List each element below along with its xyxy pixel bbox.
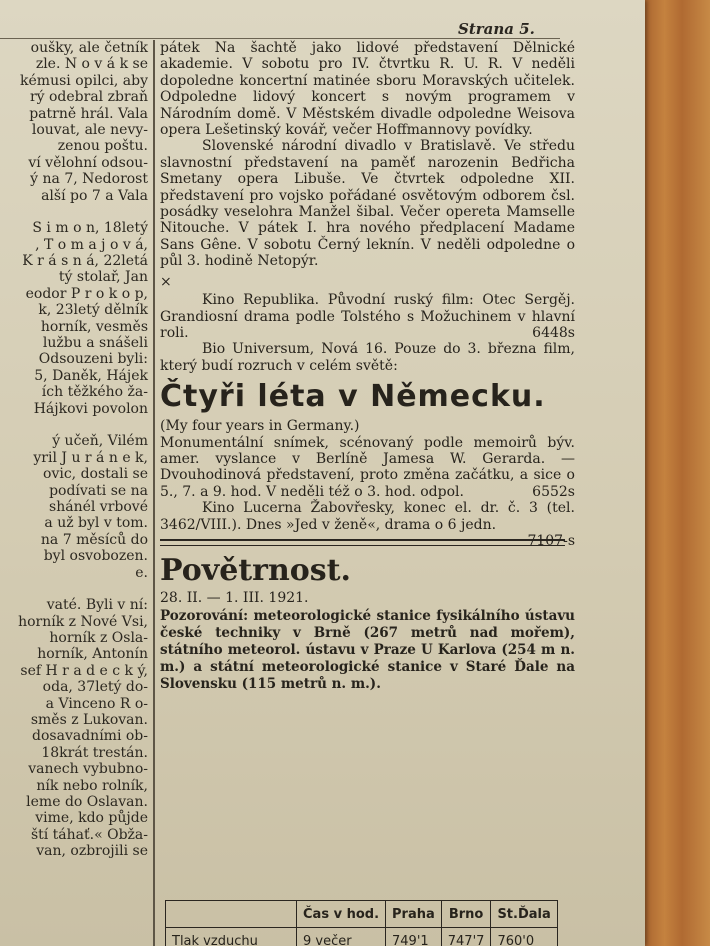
left-column-line: shánél vrbové <box>49 498 148 515</box>
table-header-cell: St.Ďala <box>491 901 557 928</box>
left-column-line: na 7 měsíců do <box>40 531 148 548</box>
weather-title: Povětrnost. <box>160 552 351 588</box>
weather-table-header <box>166 901 558 928</box>
theatre-intro: pátek Na šachtě jako lidové představení Dělnické akademie. V sobotu pro IV. čtvrtku R. U. R. V neděli dopoledne koncertní matinée sboru Moravských učitelek. Odpoledne lidový koncert s novým programem v Národním domě. V Městském divadle odpoledne Weisova opera Lešetinský kovář, večer Hoffmannovy povídky. <box>160 40 575 139</box>
left-column-line: směs z Lukovan. <box>30 712 148 729</box>
left-column-line: vanech vybubno- <box>28 761 148 778</box>
left-column-line: 18krát trestán. <box>41 744 148 761</box>
left-column-line: kémusi opilci, aby <box>20 72 148 89</box>
left-column-line: horník, Antonín <box>37 646 148 663</box>
weather-text: Pozorování: meteorologické stanice fysikálního ústavu české techniky v Brně (267 metrů nad mořem), státního meteorol. ústavu v Praze U Karlova (254 m n. m.) a státní meteorologické stanice v Staré Ďale na Slovensku (115 metrů n. m.). <box>160 608 575 693</box>
left-column-line <box>0 204 150 220</box>
left-column-line: ští táhať.« Obža- <box>30 826 148 843</box>
weather-table <box>165 900 558 946</box>
left-column-line: sef H r a d e c k ý, <box>20 662 148 679</box>
left-column-line: a Vinceno R o- <box>45 695 148 712</box>
left-column-line: e. <box>135 564 148 581</box>
left-column-line: horník z Nové Vsi, <box>18 613 148 630</box>
left-column-line: ník nebo rolník, <box>36 777 148 794</box>
section-separator: × <box>160 273 172 290</box>
left-column-line: zenou poštu. <box>57 138 148 155</box>
left-column-line: van, ozbrojili se <box>36 843 148 860</box>
left-column-line <box>0 417 150 433</box>
left-column-line: ích těžkého ža- <box>41 384 148 401</box>
table-cell: 9 večer <box>297 928 386 946</box>
left-column-line: Hájkovi povolon <box>33 400 148 417</box>
left-column-line: louvat, ale nevy- <box>31 121 148 138</box>
table-header-cell: Brno <box>441 901 491 928</box>
weather-date: 28. II. — 1. III. 1921. <box>160 589 309 606</box>
kino-lucerna-ad <box>160 500 575 549</box>
film-title: Čtyři léta v Německu. <box>160 379 546 415</box>
table-header-cell <box>166 901 297 928</box>
left-column-line: ví vělohní odsou- <box>28 154 148 171</box>
left-column-line: vime, kdo půjde <box>35 810 148 827</box>
left-column-line: yril J u r á n e k, <box>33 449 148 466</box>
left-column-line: eodor P r o k o p, <box>25 285 148 302</box>
left-column <box>0 40 150 860</box>
left-column-line: rý odebral zbraň <box>29 89 148 106</box>
film-description <box>160 435 575 501</box>
film-subtitle: (My four years in Germany.) <box>160 418 360 435</box>
left-column-line: k, 23letý dělník <box>38 302 148 319</box>
left-column-line: S i m o n, 18letý <box>32 220 148 237</box>
header-rule <box>0 38 560 39</box>
left-column-line: horník, vesměs <box>40 318 148 335</box>
left-column-line: vaté. Byli v ní: <box>46 597 148 614</box>
kino-republika-ad <box>160 292 575 341</box>
wooden-background <box>640 0 710 946</box>
table-row <box>166 928 558 946</box>
left-column-line: ý učeň, Vilém <box>52 433 148 450</box>
left-column-line: oda, 37letý do- <box>42 679 148 696</box>
left-column-line: Odsouzeni byli: <box>38 351 148 368</box>
left-column-line <box>0 581 150 597</box>
left-column-line: dosavadními ob- <box>32 728 148 745</box>
slovak-theatre-notice: Slovenské národní divadlo v Bratislavě. Ve středu slavnostní představení na paměť narozenin Bedřicha Smetany opera Libuše. Ve čtvrtek odpoledne XII. představení pro vojsko pořádané osvětovým odborem čsl. posádky veselohra Manžel šibal. Večer opereta Mamselle Nitouche. V pátek I. hra nového předplacení Madame Sans Gêne. V sobotu Černý leknín. V neděli odpoledne o půl 3. hodině Netopýr. <box>160 138 575 270</box>
table-cell: 749'1 <box>386 928 442 946</box>
left-column-line: lužbu a snášeli <box>42 335 148 352</box>
table-cell: 747'7 <box>441 928 491 946</box>
bio-universum-ad: Bio Universum, Nová 16. Pouze do 3. března film, který budí rozruch v celém světě: <box>160 341 575 374</box>
column-divider <box>153 40 155 946</box>
left-column-line: byl osvobozen. <box>43 548 148 565</box>
kino-lucerna-code: 7107-s <box>527 532 575 549</box>
right-column <box>160 40 575 693</box>
table-cell: Tlak vzduchu <box>166 928 297 946</box>
left-column-line: horník z Osla- <box>49 630 148 647</box>
left-column-line: podívati se na <box>49 482 148 499</box>
page-header: Strana 5. <box>458 20 535 38</box>
left-column-line: alší po 7 a Vala <box>41 187 148 204</box>
left-column-line: K r á s n á, 22letá <box>22 253 148 270</box>
left-column-line: 5, Daněk, Hájek <box>34 367 148 384</box>
left-column-line: ý na 7, Nedorost <box>30 171 148 188</box>
table-header-cell: Praha <box>386 901 442 928</box>
table-cell: 760'0 <box>491 928 557 946</box>
left-column-line: zle. N o v á k se <box>35 56 148 73</box>
left-column-line: oušky, ale četník <box>30 40 148 56</box>
left-column-line: tý stolař, Jan <box>58 269 148 286</box>
left-column-line: leme do Oslavan. <box>26 793 148 810</box>
kino-republika-text: Kino Republika. Původní ruský film: Otec Sergěj. Grandiosní drama podle Tolstého s Možuchinem v hlavní roli. <box>160 292 575 341</box>
left-column-line: ovic, dostali se <box>43 466 148 483</box>
left-column-line: a už byl v tom. <box>44 515 148 532</box>
kino-republika-code: 6448s <box>532 324 575 341</box>
film-description-text: Monumentální snímek, scénovaný podle memoirů býv. amer. vyslance v Berlíně Jamesa W. Gerarda. — Dvouhodinová představení, proto změna začátku, a sice o 5., 7. a 9. hod. V neděli též o 3. hod. odpol. <box>160 434 575 500</box>
film-code: 6552s <box>532 483 575 500</box>
left-column-line: patrně hrál. Vala <box>29 105 148 122</box>
table-header-cell: Čas v hod. <box>297 901 386 928</box>
kino-lucerna-text: Kino Lucerna Žabovřesky, konec el. dr. č. 3 (tel. 3462/VIII.). Dnes »Jed v ženě«, drama o 6 jedn. <box>160 500 575 533</box>
left-column-line: , T o m a j o v á, <box>35 236 148 253</box>
